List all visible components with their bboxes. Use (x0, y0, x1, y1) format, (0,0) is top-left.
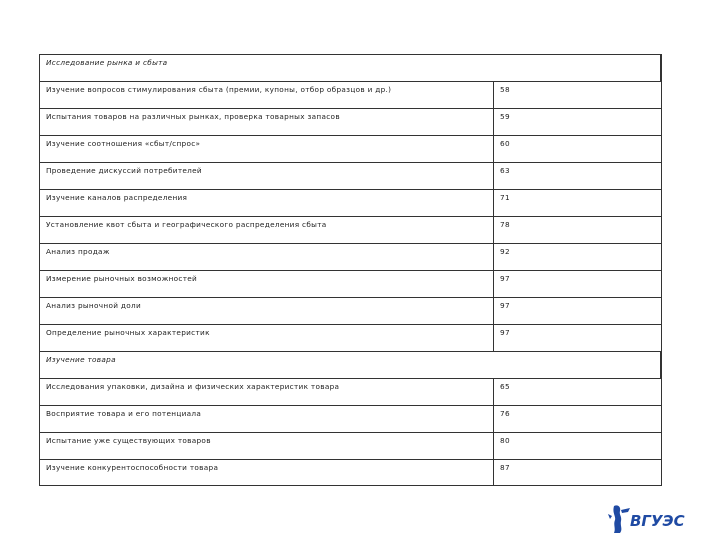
row-value: 97 (493, 324, 662, 351)
table-row (39, 135, 662, 162)
university-emblem-icon (608, 505, 630, 533)
row-value: 63 (493, 162, 662, 189)
vgues-logo (608, 502, 692, 536)
row-value: 76 (493, 405, 662, 432)
table-row (39, 243, 662, 270)
row-name: Проведение дискуссий потребителей (39, 162, 493, 189)
row-value: 87 (493, 459, 662, 486)
row-name: Восприятие товара и его потенциала (39, 405, 493, 432)
table-row (39, 162, 662, 189)
table-row (39, 189, 662, 216)
section-header-market (39, 54, 662, 81)
row-value: 92 (493, 243, 662, 270)
row-name: Изучение каналов распределения (39, 189, 493, 216)
table-row (39, 432, 662, 459)
row-name: Определение рыночных характеристик (39, 324, 493, 351)
row-name: Измерение рыночных возможностей (39, 270, 493, 297)
table-row (39, 405, 662, 432)
table-row (39, 270, 662, 297)
row-value: 59 (493, 108, 662, 135)
row-name: Изучение конкурентоспособности товара (39, 459, 493, 486)
row-value: 97 (493, 297, 662, 324)
row-value: 97 (493, 270, 662, 297)
row-name: Изучение вопросов стимулирования сбыта (премии, купоны, отбор образцов и др.) (39, 81, 493, 108)
row-name: Анализ рыночной доли (39, 297, 493, 324)
table-row (39, 216, 662, 243)
section-header-product (39, 351, 662, 378)
table-row (39, 324, 662, 351)
row-value: 60 (493, 135, 662, 162)
logo-text: ВГУЭС (630, 512, 685, 530)
row-name: Изучение соотношения «сбыт/спрос» (39, 135, 493, 162)
row-name: Установление квот сбыта и географического распределения сбыта (39, 216, 493, 243)
row-name: Исследования упаковки, дизайна и физических характеристик товара (39, 378, 493, 405)
row-value: 80 (493, 432, 662, 459)
table-row (39, 297, 662, 324)
section-title: Исследование рынка и сбыта (39, 54, 662, 81)
table-row (39, 378, 662, 405)
table-row (39, 81, 662, 108)
table-row (39, 108, 662, 135)
table-row (39, 459, 662, 486)
row-value: 58 (493, 81, 662, 108)
row-value: 65 (493, 378, 662, 405)
row-value: 71 (493, 189, 662, 216)
row-value: 78 (493, 216, 662, 243)
row-name: Испытания товаров на различных рынках, проверка товарных запасов (39, 108, 493, 135)
row-name: Испытание уже существующих товаров (39, 432, 493, 459)
section-title: Изучение товара (39, 351, 662, 378)
research-table (39, 54, 662, 486)
row-name: Анализ продаж (39, 243, 493, 270)
